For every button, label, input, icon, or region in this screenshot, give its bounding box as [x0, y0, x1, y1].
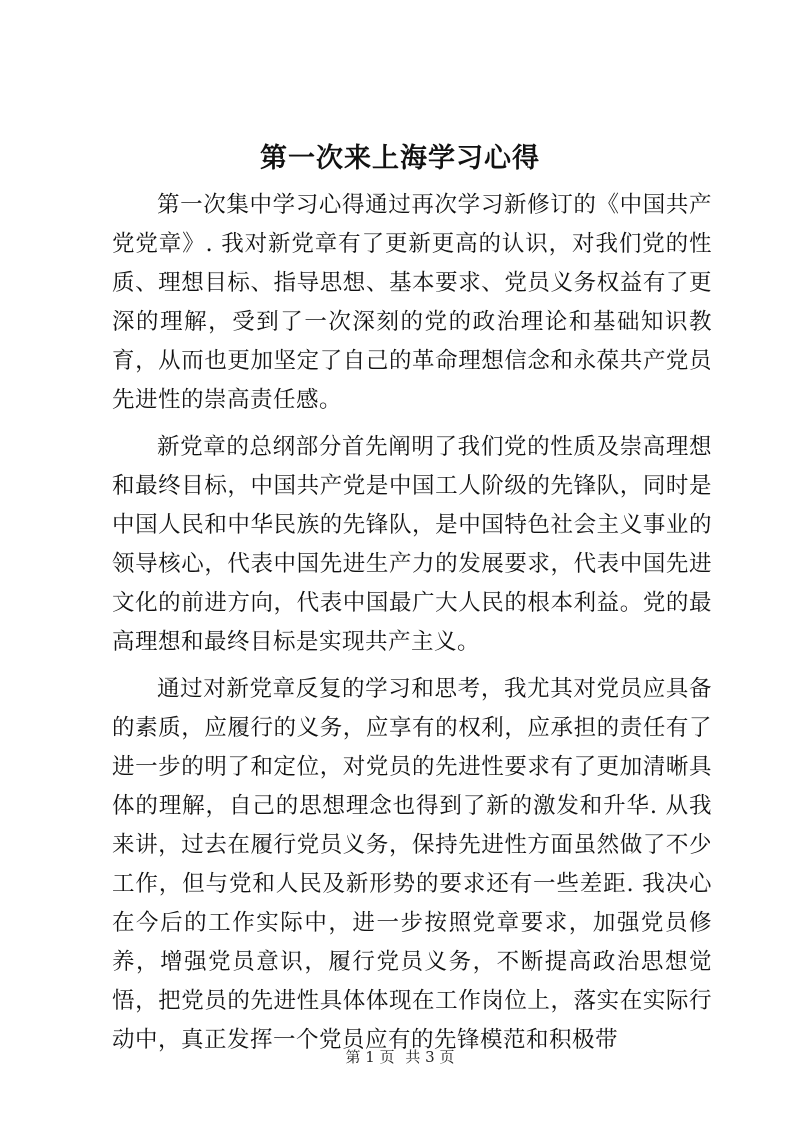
paragraph-3: 通过对新党章反复的学习和思考，我尤其对党员应具备的素质，应履行的义务，应享有的权利，应承担的责任有了进一步的明了和定位，对党员的先进性要求有了更加清晰具体的理解，自己的思想理念也得到了新的激发和升华. 从我来讲，过去在履行党员义务，保持先进性方面虽然做了不少工作，但与党和人民及新形势的要求还有一些差距. 我决心在今后的工作实际中，进一步按照党章要求，加强党员修养，增强党员意识，履行党员义务，不断提高政治思想觉悟，把党员的先进性具体体现在工作岗位上，落实在实际行动中，真正发挥一个党员应有的先锋模范和积极带 — [112, 676, 712, 1053]
paragraph-1: 第一次集中学习心得通过再次学习新修订的《中国共产党党章》. 我对新党章有了更新更高的认识，对我们党的性质、理想目标、指导思想、基本要求、党员义务权益有了更深的理解，受到了一次深刻的党的政治理论和基础知识教育，从而也更加坚定了自己的革命理想信念和永葆共产党员先进性的崇高责任感。 — [112, 192, 712, 413]
page-title: 第一次来上海学习心得 — [260, 143, 540, 174]
document-body — [112, 186, 712, 1068]
page-number: 第 1 页 — [345, 1048, 395, 1066]
page-total: 共 3 页 — [405, 1048, 455, 1066]
paragraph-2: 新党章的总纲部分首先阐明了我们党的性质及崇高理想和最终目标，中国共产党是中国工人阶级的先锋队，同时是中国人民和中华民族的先锋队，是中国特色社会主义事业的领导核心，代表中国先进生产力的发展要求，代表中国先进文化的前进方向，代表中国最广大人民的根本利益。党的最高理想和最终目标是实现共产主义。 — [112, 434, 712, 655]
page-footer — [0, 1046, 800, 1067]
